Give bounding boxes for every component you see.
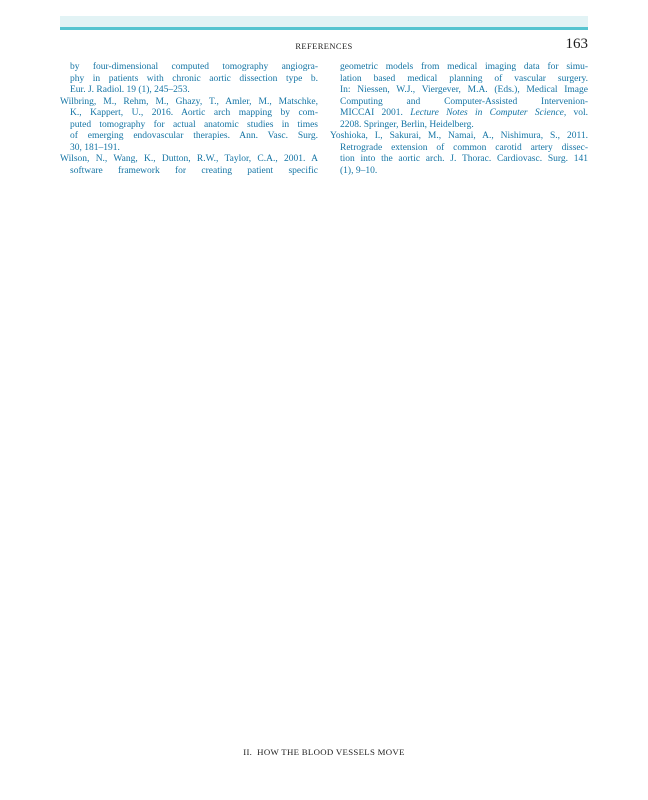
reference-line xyxy=(60,108,318,120)
reference-text: Wilson, N., Wang, K., Dutton, R.W., Taylor, C.A., 2001. A xyxy=(60,154,318,164)
reference-text: Computing and Computer-Assisted Intervenion- xyxy=(340,96,588,107)
reference-text: puted tomography for actual anatomic studies in times xyxy=(70,119,318,130)
reference-text: geometric models from medical imaging data for simu- xyxy=(340,62,588,72)
reference-line xyxy=(60,74,318,86)
references-columns xyxy=(60,62,588,177)
reference-line xyxy=(60,120,318,132)
references-column-left xyxy=(60,62,318,177)
reference-text: tion into the aortic arch. J. Thorac. Cardiovasc. Surg. 141 xyxy=(340,154,588,164)
reference-text: MICCAI 2001. xyxy=(340,108,411,118)
reference-line xyxy=(330,97,588,109)
reference-text: , vol. xyxy=(563,108,589,118)
reference-text: Retrograde extension of common carotid artery dissec- xyxy=(340,142,588,153)
header-accent-bar xyxy=(60,16,588,30)
reference-line xyxy=(60,166,318,178)
reference-text: lation based medical planning of vascular surgery. xyxy=(340,73,588,84)
reference-line xyxy=(330,108,588,120)
reference-line xyxy=(330,85,588,97)
reference-text-italic: Lecture Notes in Computer Science xyxy=(410,108,564,118)
reference-line xyxy=(60,154,318,166)
page-number: 163 xyxy=(565,36,588,52)
reference-text: Eur. J. Radiol. 19 (1), 245–253. xyxy=(70,85,190,95)
footer-section-title: II. HOW THE BLOOD VESSELS MOVE xyxy=(243,747,405,757)
reference-text: 30, 181–191. xyxy=(70,142,120,153)
reference-line xyxy=(330,166,588,178)
reference-text: (1), 9–10. xyxy=(340,165,378,176)
running-head xyxy=(60,36,588,54)
running-title: REFERENCES xyxy=(295,41,353,51)
reference-text: K., Kappert, U., 2016. Aortic arch mapping by com- xyxy=(70,108,318,118)
reference-text: of emerging endovascular therapies. Ann. Vasc. Surg. xyxy=(70,131,318,141)
reference-line xyxy=(330,74,588,86)
reference-text: Yoshioka, I., Sakurai, M., Namai, A., Nishimura, S., 2011. xyxy=(330,131,588,141)
reference-line xyxy=(330,154,588,166)
reference-line xyxy=(60,131,318,143)
reference-text: Wilbring, M., Rehm, M., Ghazy, T., Amler, M., Matschke, xyxy=(60,96,318,107)
reference-text: by four-dimensional computed tomography angiogra- xyxy=(70,62,318,72)
reference-line xyxy=(330,131,588,143)
reference-text: In: Niessen, W.J., Viergever, M.A. (Eds.), Medical Image xyxy=(340,85,588,95)
reference-line xyxy=(330,62,588,74)
reference-line xyxy=(60,97,318,109)
reference-line xyxy=(60,62,318,74)
reference-text: phy in patients with chronic aortic dissection type b. xyxy=(70,73,318,84)
reference-line xyxy=(330,143,588,155)
reference-line xyxy=(60,143,318,155)
reference-text: software framework for creating patient specific xyxy=(70,165,318,176)
reference-line xyxy=(60,85,318,97)
reference-line xyxy=(330,120,588,132)
reference-text: 2208. Springer, Berlin, Heidelberg. xyxy=(340,119,474,130)
references-column-right xyxy=(330,62,588,177)
